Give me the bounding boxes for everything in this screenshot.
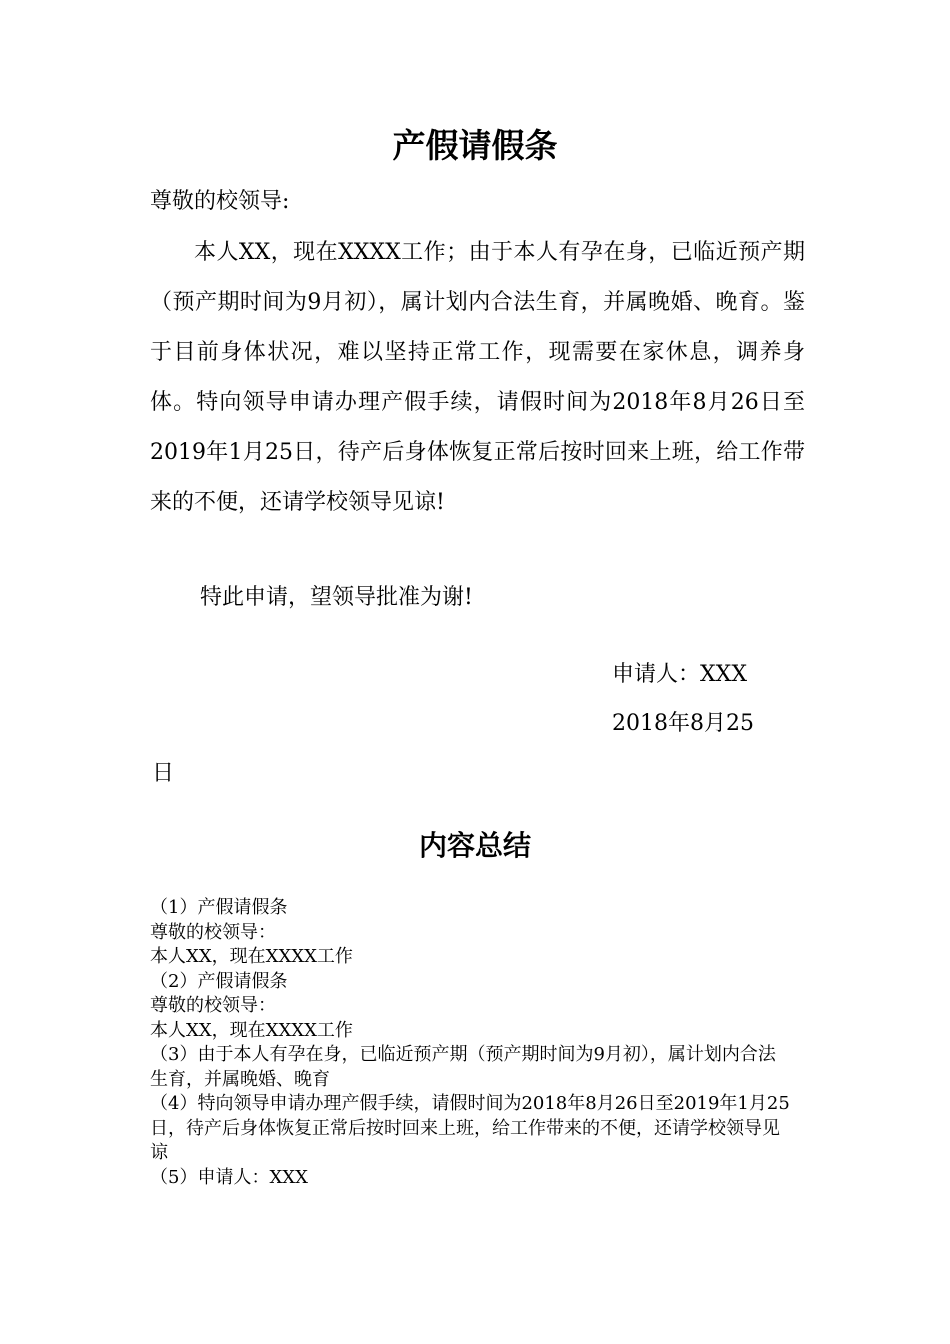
- summary-list: [150, 896, 790, 1190]
- summary-item: 本人XX，现在XXXX工作: [150, 946, 353, 967]
- summary-title: 内容总结: [418, 829, 531, 862]
- summary-item: 尊敬的校领导：: [150, 921, 276, 943]
- summary-item: （4）特向领导申请办理产假手续，请假时间为2018年8月26日至2019年1月25日，待产后身体恢复正常后按时回来上班，给工作带来的不便，还请学校领导见谅: [150, 1093, 790, 1163]
- summary-item: （3）由于本人有孕在身，已临近预产期（预产期时间为9月初），属计划内合法生育，并属晚婚、晚育: [150, 1044, 776, 1090]
- summary-item: （1）产假请假条: [150, 897, 288, 918]
- summary-item: （2）产假请假条: [150, 970, 288, 992]
- letter-date-continued: 日: [152, 761, 175, 786]
- closing-line: 特此申请，望领导批准为谢!: [200, 585, 473, 610]
- salutation: 尊敬的校领导:: [150, 189, 290, 214]
- summary-item: （5）申请人：XXX: [150, 1166, 308, 1188]
- letter-body: 本人XX，现在XXXX工作；由于本人有孕在身，已临近预产期（预产期时间为9月初），属计划内合法生育，并属晚婚、晚育。鉴于目前身体状况，难以坚持正常工作，现需要在家休息，调养身体。特向领导申请办理产假手续，请假时间为2018年8月26日至2019年1月25日，待产后身体恢复正常后按时回来上班，给工作带来的不便，还请学校领导见谅!: [150, 240, 805, 515]
- summary-item: 本人XX，现在XXXX工作: [150, 1019, 353, 1041]
- document-title: 产假请假条: [392, 126, 558, 165]
- applicant-signature: 申请人：XXX: [612, 662, 747, 687]
- summary-item: 尊敬的校领导：: [150, 995, 276, 1016]
- letter-date: 2018年8月25: [612, 711, 754, 736]
